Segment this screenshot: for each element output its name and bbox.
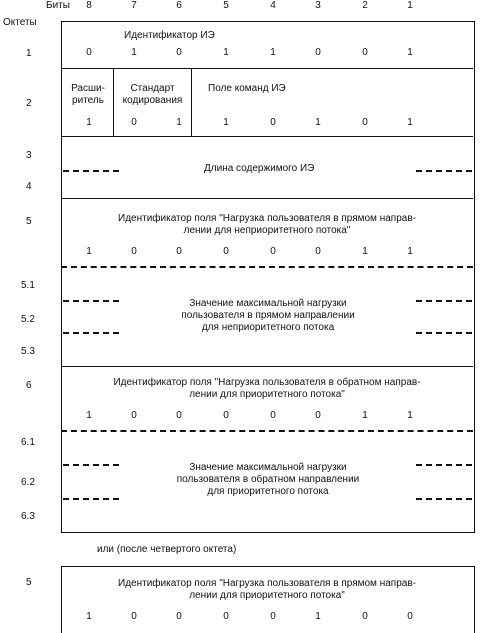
left-dash-marker	[63, 464, 119, 466]
row2-bit-5: 1	[223, 117, 229, 128]
bit-header-3: 3	[315, 0, 321, 11]
field5-identifier-title: Идентификатор поля "Нагрузка пользователя в прямом направ- лении для неприоритетного потока"	[118, 213, 416, 236]
field6-bit-8: 1	[86, 410, 92, 421]
field5b-bit-5: 0	[223, 611, 229, 622]
row-divider-dashed	[61, 266, 473, 268]
value5-label: Значение максимальной нагрузки пользователя в прямом направлении для неприоритетного потока	[181, 298, 355, 333]
row2-bit-3: 1	[315, 117, 321, 128]
row-divider	[61, 68, 473, 69]
field6-identifier-title: Идентификатор поля "Нагрузка пользователя в обратном направ- лении для приоритетного потока"	[113, 377, 421, 400]
octet-label-4: 4	[26, 181, 32, 192]
right-dash-marker	[416, 300, 472, 302]
row2-bit-4: 0	[270, 117, 276, 128]
octets-label: Октеты	[3, 17, 37, 28]
ie-identifier-title: Идентификатор ИЭ	[124, 30, 215, 41]
octet-label-2: 2	[26, 98, 32, 109]
field5b-bit-4: 0	[270, 611, 276, 622]
field5-bit-4: 0	[270, 246, 276, 257]
octet-label-3: 3	[26, 150, 32, 161]
ie-bit-5: 1	[223, 47, 229, 58]
bit-header-5: 5	[223, 0, 229, 11]
field6-bit-4: 0	[270, 410, 276, 421]
column-divider	[191, 68, 192, 136]
field5b-identifier-title: Идентификатор поля "Нагрузка пользователя в прямом направ- лении для приоритетного потока"	[118, 578, 416, 601]
bit-header-6: 6	[176, 0, 182, 11]
value6-label: Значение максимальной нагрузки пользователя в обратном направлении для приоритетного потока	[176, 462, 360, 497]
right-dash-marker	[416, 498, 472, 500]
field5-bit-2: 1	[362, 246, 368, 257]
or-note: или (после четвертого октета)	[97, 544, 237, 555]
octet-label-5-alt: 5	[26, 577, 32, 588]
row2-bit-2: 0	[362, 117, 368, 128]
field5b-bit-6: 0	[176, 611, 182, 622]
bit-header-1: 1	[407, 0, 413, 11]
ie-bit-3: 0	[315, 47, 321, 58]
left-dash-marker	[63, 300, 119, 302]
row2-bit-6: 1	[176, 117, 182, 128]
row-divider	[61, 366, 473, 367]
ie-length-label: Длина содержимого ИЭ	[204, 163, 315, 174]
right-dash-marker	[416, 332, 472, 334]
field6-bit-7: 0	[131, 410, 137, 421]
ie-bit-6: 0	[176, 47, 182, 58]
octet-label-1: 1	[26, 48, 32, 59]
row-divider	[61, 136, 473, 137]
row-divider-dashed	[61, 430, 473, 432]
ie-bit-7: 1	[131, 47, 137, 58]
left-dash-marker	[63, 498, 119, 500]
field6-bit-5: 0	[223, 410, 229, 421]
bit-header-4: 4	[270, 0, 276, 11]
coding-standard-label: Стандарт кодирования	[122, 83, 183, 106]
field5b-bit-3: 1	[315, 611, 321, 622]
octet-label-6-3: 6.3	[21, 511, 35, 522]
field6-bit-3: 0	[315, 410, 321, 421]
row-divider	[61, 198, 473, 199]
field6-bit-6: 0	[176, 410, 182, 421]
field5b-bit-2: 0	[362, 611, 368, 622]
octet-label-6-1: 6.1	[21, 437, 35, 448]
octet-label-5-3: 5.3	[21, 346, 35, 357]
field6-bit-2: 1	[362, 410, 368, 421]
ie-bit-1: 1	[407, 47, 413, 58]
bit-header-8: 8	[86, 0, 92, 11]
bit-header-2: 2	[362, 0, 368, 11]
field5b-bit-8: 1	[86, 611, 92, 622]
field6-bit-1: 1	[407, 410, 413, 421]
ie-bit-8: 0	[86, 47, 92, 58]
field5-bit-7: 0	[131, 246, 137, 257]
octet-label-5: 5	[26, 216, 32, 227]
ie-bit-4: 1	[270, 47, 276, 58]
bit-header-7: 7	[131, 0, 137, 11]
left-dash-marker	[63, 332, 119, 334]
row2-bit-1: 1	[407, 117, 413, 128]
field5-bit-5: 0	[223, 246, 229, 257]
field5-bit-6: 0	[176, 246, 182, 257]
octet-label-5-2: 5.2	[21, 314, 35, 325]
left-dash-marker	[63, 170, 119, 172]
field5-bit-8: 1	[86, 246, 92, 257]
field5-bit-3: 0	[315, 246, 321, 257]
row2-bit-7: 0	[131, 117, 137, 128]
octet-label-5-1: 5.1	[21, 280, 35, 291]
field5b-bit-7: 0	[131, 611, 137, 622]
row2-bit-8: 1	[86, 117, 92, 128]
right-dash-marker	[416, 170, 472, 172]
command-field-label: Поле команд ИЭ	[208, 83, 286, 94]
octet-label-6: 6	[26, 380, 32, 391]
ie-bit-2: 0	[362, 47, 368, 58]
field5-bit-1: 1	[407, 246, 413, 257]
right-dash-marker	[416, 464, 472, 466]
extension-label: Расши- ритель	[71, 83, 105, 106]
field5b-bit-1: 0	[407, 611, 413, 622]
bits-label: Биты	[46, 0, 70, 11]
octet-label-6-2: 6.2	[21, 477, 35, 488]
